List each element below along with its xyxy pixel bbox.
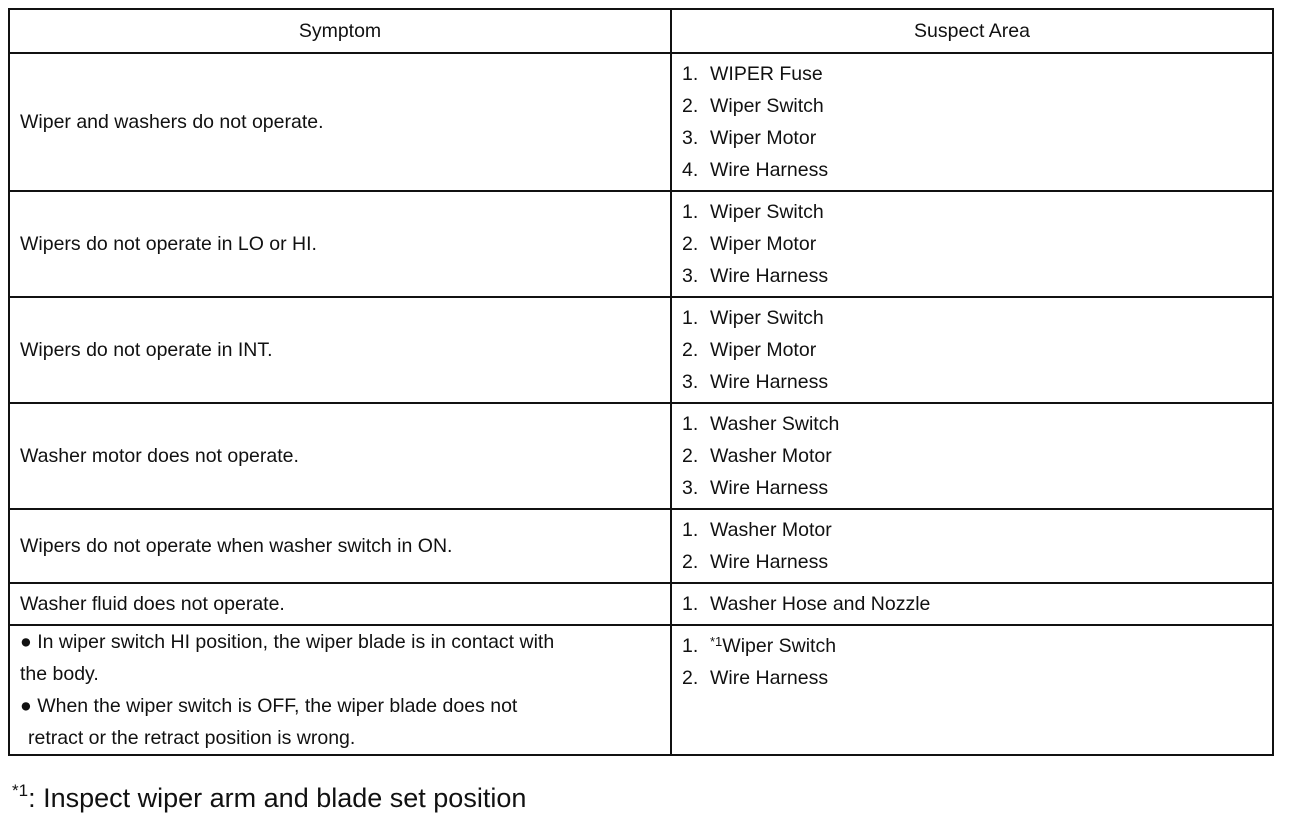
list-item	[682, 260, 1262, 292]
table-row	[9, 583, 1273, 625]
list-item	[682, 366, 1262, 398]
symptom-cell	[9, 509, 671, 583]
item-text: Wiper Motor	[710, 233, 817, 255]
list-item	[682, 334, 1262, 366]
header-row	[9, 9, 1273, 53]
item-text: Wire Harness	[710, 477, 829, 499]
bullet-item	[20, 690, 660, 722]
item-number: 4.	[682, 159, 699, 181]
suspect-list	[682, 54, 1262, 190]
item-text: Washer Motor	[710, 519, 832, 541]
list-item	[682, 630, 1262, 662]
item-number: 1.	[682, 519, 699, 541]
bullet-continuation: retract or the retract position is wrong.	[28, 727, 356, 749]
item-text: Wire Harness	[710, 551, 829, 573]
item-number: 1.	[682, 63, 699, 85]
item-number: 3.	[682, 127, 699, 149]
symptom-text: Wipers do not operate in LO or HI.	[20, 233, 317, 255]
list-item	[682, 302, 1262, 334]
item-number: 1.	[682, 593, 699, 615]
item-text: Wiper Motor	[710, 339, 817, 361]
item-number: 1.	[682, 307, 699, 329]
item-text: Wiper Switch	[710, 201, 824, 223]
bullet-icon: ●	[20, 695, 32, 717]
item-number: 3.	[682, 477, 699, 499]
symptom-text: Wipers do not operate when washer switch in ON.	[20, 535, 453, 557]
symptom-cell	[9, 583, 671, 625]
suspect-cell	[671, 297, 1273, 403]
bullet-icon: ●	[20, 631, 32, 653]
symptom-cell	[9, 53, 671, 191]
suspect-list	[682, 404, 1262, 508]
item-number: 3.	[682, 371, 699, 393]
item-text: Wire Harness	[710, 265, 829, 287]
suspect-cell	[671, 53, 1273, 191]
bullet-item	[20, 626, 660, 658]
suspect-list	[682, 192, 1262, 296]
item-number: 3.	[682, 265, 699, 287]
suspect-cell	[671, 403, 1273, 509]
item-number: 2.	[682, 233, 699, 255]
header-symptom: Symptom	[9, 9, 671, 53]
list-item	[682, 122, 1262, 154]
table-row	[9, 53, 1273, 191]
suspect-cell	[671, 191, 1273, 297]
item-text: Wire Harness	[710, 667, 829, 689]
item-number: 1.	[682, 635, 699, 657]
suspect-list	[682, 298, 1262, 402]
symptom-text: Washer fluid does not operate.	[20, 593, 285, 615]
table-row	[9, 625, 1273, 755]
list-item	[682, 228, 1262, 260]
item-text: Wiper Switch	[722, 635, 837, 657]
item-text: WIPER Fuse	[710, 63, 823, 85]
symptom-text: Wiper and washers do not operate.	[20, 111, 324, 133]
item-number: 2.	[682, 667, 699, 689]
symptom-cell	[9, 403, 671, 509]
suspect-cell	[671, 509, 1273, 583]
item-text: Wire Harness	[710, 159, 829, 181]
symptom-text: Wipers do not operate in INT.	[20, 339, 273, 361]
list-item	[682, 90, 1262, 122]
list-item	[682, 472, 1262, 504]
suspect-list	[682, 584, 1262, 624]
suspect-list	[682, 510, 1262, 582]
item-number: 2.	[682, 551, 699, 573]
bullet-text: When the wiper switch is OFF, the wiper blade does not	[37, 695, 518, 717]
item-text: Wiper Motor	[710, 127, 817, 149]
bullet-continuation: the body.	[20, 663, 99, 685]
suspect-cell	[671, 583, 1273, 625]
bullet-text: In wiper switch HI position, the wiper blade is in contact with	[37, 631, 555, 653]
item-text: Washer Switch	[710, 413, 840, 435]
list-item	[682, 154, 1262, 186]
footnote-marker: *1	[12, 781, 29, 800]
footnote	[12, 778, 526, 818]
symptom-cell	[9, 297, 671, 403]
suspect-list	[682, 626, 1262, 698]
item-number: 2.	[682, 95, 699, 117]
item-number: 2.	[682, 445, 699, 467]
item-number: 1.	[682, 413, 699, 435]
header-suspect-area: Suspect Area	[671, 9, 1273, 53]
symptom-cell	[9, 191, 671, 297]
item-text: Washer Hose and Nozzle	[710, 593, 931, 615]
item-text: Wiper Switch	[710, 95, 824, 117]
footnote-marker: *1	[710, 634, 723, 649]
symptom-cell	[9, 625, 671, 755]
list-item	[682, 514, 1262, 546]
list-item	[682, 58, 1262, 90]
list-item	[682, 546, 1262, 578]
troubleshooting-table	[8, 8, 1274, 756]
item-number: 1.	[682, 201, 699, 223]
list-item	[682, 408, 1262, 440]
suspect-cell	[671, 625, 1273, 755]
footnote-text: : Inspect wiper arm and blade set position	[28, 783, 527, 813]
item-text: Wire Harness	[710, 371, 829, 393]
list-item	[682, 588, 1262, 620]
list-item	[682, 440, 1262, 472]
table-row	[9, 403, 1273, 509]
table-row	[9, 191, 1273, 297]
item-text: Wiper Switch	[710, 307, 824, 329]
table-row	[9, 509, 1273, 583]
item-number: 2.	[682, 339, 699, 361]
item-text: Washer Motor	[710, 445, 832, 467]
list-item	[682, 662, 1262, 694]
list-item	[682, 196, 1262, 228]
table-row	[9, 297, 1273, 403]
symptom-text: Washer motor does not operate.	[20, 445, 299, 467]
